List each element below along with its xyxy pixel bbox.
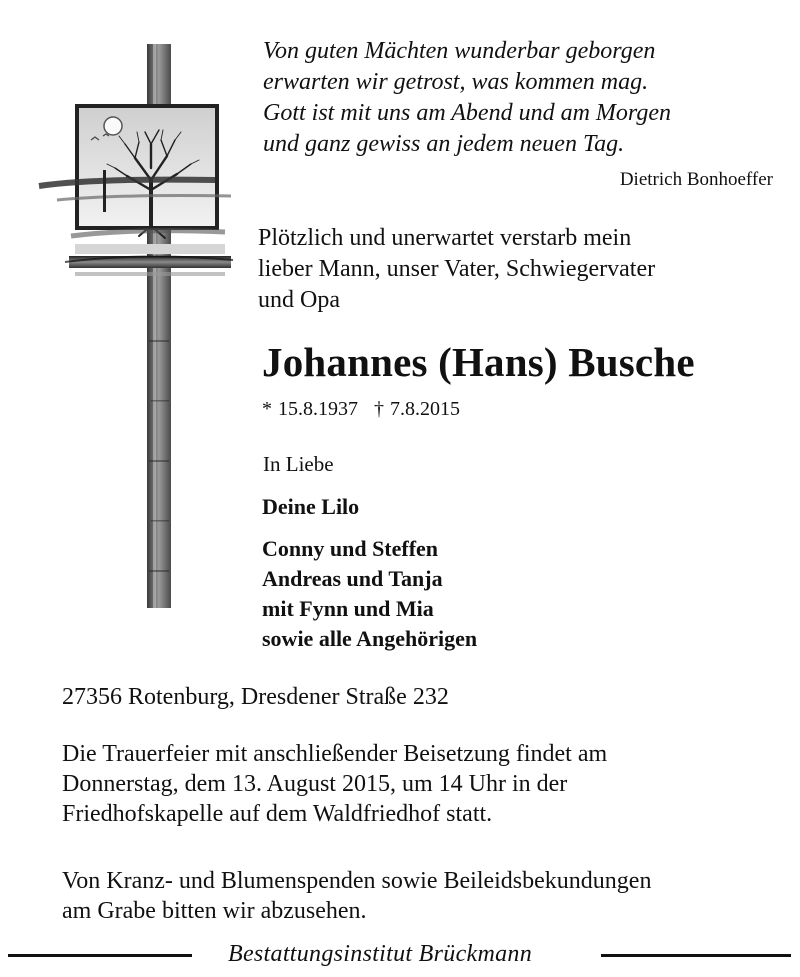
ceremony-line: Friedhofskapelle auf dem Waldfriedhof statt.: [62, 801, 493, 827]
donations-notice: [62, 866, 782, 926]
family-line: Andreas und Tanja: [262, 566, 443, 591]
poem-line: erwarten wir getrost, was kommen mag.: [263, 69, 649, 95]
death-date: † 7.8.2015: [374, 398, 460, 420]
funeral-home-name: Bestattungsinstitut Brückmann: [228, 941, 533, 967]
family-signatures: [262, 534, 477, 654]
ceremony-line: Die Trauerfeier mit anschließender Beisetzung findet am: [62, 741, 608, 767]
poem-line: Von guten Mächten wunderbar geborgen: [263, 38, 656, 64]
death-announcement-intro: [258, 223, 778, 316]
poem: [263, 36, 783, 160]
donations-line: Von Kranz- und Blumenspenden sowie Beileidsbekundungen: [62, 868, 652, 894]
intro-line: Plötzlich und unerwartet verstarb mein: [258, 225, 632, 251]
footer-divider-right: [601, 954, 791, 957]
ceremony-info: [62, 739, 782, 829]
intro-line: und Opa: [258, 287, 340, 313]
family-line: Conny und Steffen: [262, 536, 439, 561]
ceremony-line: Donnerstag, dem 13. August 2015, um 14 Uhr in der: [62, 771, 568, 797]
family-line: sowie alle Angehörigen: [262, 626, 478, 651]
in-love-label: In Liebe: [263, 452, 334, 476]
address: 27356 Rotenburg, Dresdener Straße 232: [62, 684, 449, 710]
poem-line: und ganz gewiss an jedem neuen Tag.: [263, 131, 625, 157]
spouse-signature: Deine Lilo: [262, 494, 360, 519]
poem-attribution: Dietrich Bonhoeffer: [619, 169, 773, 190]
footer-divider-left: [8, 954, 192, 957]
cross-with-tree-icon: [35, 40, 235, 612]
birth-date: * 15.8.1937: [262, 398, 358, 420]
poem-line: Gott ist mit uns am Abend und am Morgen: [263, 100, 671, 126]
deceased-name: Johannes (Hans) Busche: [262, 339, 695, 385]
life-dates: [262, 398, 460, 421]
intro-line: lieber Mann, unser Vater, Schwiegervater: [258, 256, 656, 282]
family-line: mit Fynn und Mia: [262, 596, 434, 621]
donations-line: am Grabe bitten wir abzusehen.: [62, 898, 367, 924]
